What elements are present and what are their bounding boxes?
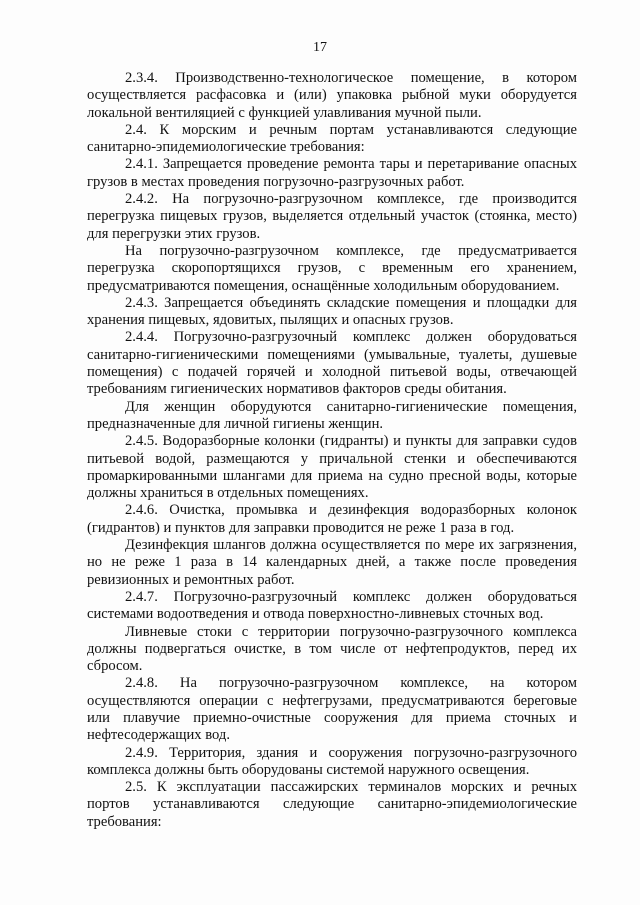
paragraph-2-4-7: 2.4.7. Погрузочно-разгрузочный комплекс должен оборудоваться системами водоотведения и отвода поверхностно-ливневых сточных вод. bbox=[87, 588, 577, 623]
page-number: 17 bbox=[313, 40, 327, 55]
paragraph-2-4-6: 2.4.6. Очистка, промывка и дезинфекция водоразборных колонок (гидрантов) и пунктов для заправки проводится не реже 1 раза в год. bbox=[87, 502, 577, 536]
paragraph-perishable-cargo: На погрузочно-разгрузочном комплексе, где предусматривается перегрузка скоропортящихся грузов, с временным его хранением, предусматриваются помещения, оснащённые холодильным оборудованием. bbox=[87, 242, 577, 294]
paragraph-women-facilities: Для женщин оборудуются санитарно-гигиенические помещения, предназначенные для личной гигиены женщин. bbox=[87, 398, 577, 432]
paragraph-2-4-8: 2.4.8. На погрузочно-разгрузочном комплексе, на котором осуществляются операции с нефтегрузами, предусматриваются береговые или плавучие приемно-очистные сооружения для приема сточных и нефтесодержащих вод. bbox=[87, 675, 577, 744]
paragraph-2-4-9: 2.4.9. Территория, здания и сооружения погрузочно-разгрузочного комплекса должны быть оборудованы системой наружного освещения. bbox=[87, 744, 577, 778]
paragraph-hose-disinfection: Дезинфекция шлангов должна осуществляется по мере их загрязнения, но не реже 1 раза в 14 календарных дней, а также после проведения ревизионных и ремонтных работ. bbox=[87, 537, 577, 588]
paragraph-storm-runoff: Ливневые стоки с территории погрузочно-разгрузочного комплекса должны подвергаться очистке, в том числе от нефтепродуктов, перед их сбросом. bbox=[87, 623, 577, 675]
document-body bbox=[87, 70, 577, 831]
paragraph-2-4-4: 2.4.4. Погрузочно-разгрузочный комплекс должен оборудоваться санитарно-гигиеническими помещениями (умывальные, туалеты, душевые помещения) с подачей горячей и холодной питьевой воды, отвечающей требованиям гигиенических нормативов факторов среды обитания. bbox=[87, 329, 577, 398]
paragraph-2-4-1: 2.4.1. Запрещается проведение ремонта тары и перетаривание опасных грузов в местах проведения погрузочно-разгрузочных работ. bbox=[87, 156, 577, 190]
paragraph-2-4: 2.4. К морским и речным портам устанавливаются следующие санитарно-эпидемиологические требования: bbox=[87, 121, 577, 156]
paragraph-2-4-3: 2.4.3. Запрещается объединять складские помещения и площадки для хранения пищевых, ядовитых, пылящих и опасных грузов. bbox=[87, 294, 577, 329]
paragraph-2-3-4: 2.3.4. Производственно-технологическое помещение, в котором осуществляется расфасовка и (или) упаковка рыбной муки оборудуется локальной вентиляцией с функцией улавливания мучной пыли. bbox=[87, 70, 577, 121]
paragraph-2-4-5: 2.4.5. Водоразборные колонки (гидранты) и пункты для заправки судов питьевой водой, размещаются у причальной стенки и обеспечиваются промаркированными шлангами для приема на судно пресной воды, которые должны храниться в отдельных помещениях. bbox=[87, 433, 577, 502]
paragraph-2-5: 2.5. К эксплуатации пассажирских терминалов морских и речных портов устанавливаются следующие санитарно-эпидемиологические требования: bbox=[87, 779, 577, 830]
paragraph-2-4-2: 2.4.2. На погрузочно-разгрузочном комплексе, где производится перегрузка пищевых грузов, выделяется отдельный участок (стоянка, место) для перегрузки этих грузов. bbox=[87, 191, 577, 242]
